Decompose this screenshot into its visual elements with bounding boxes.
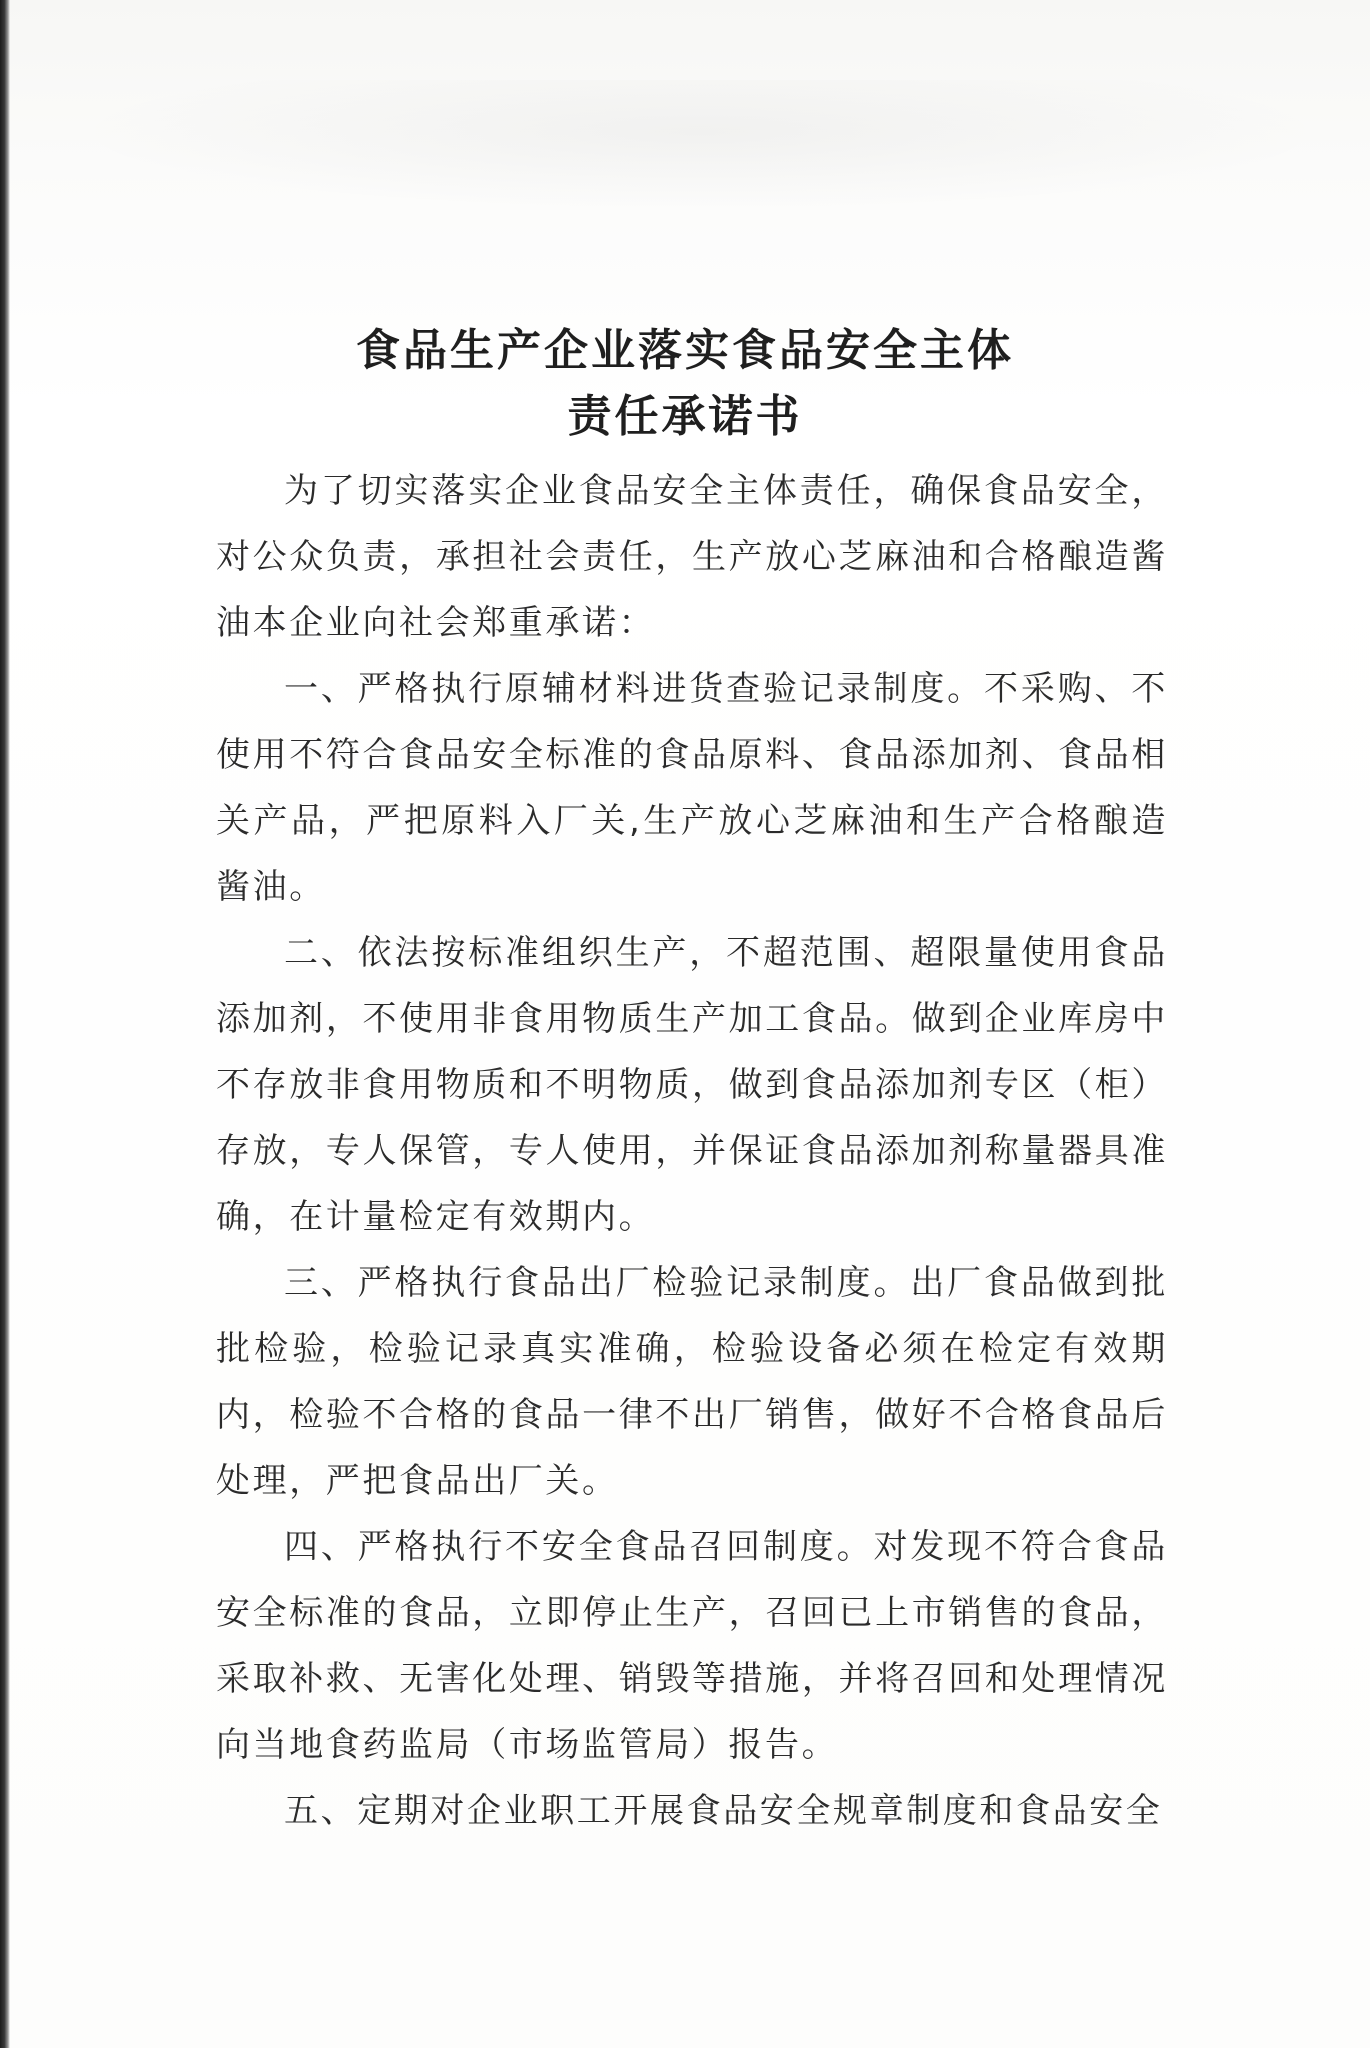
document-title-line2: 责任承诺书 (567, 391, 803, 442)
document-title-line1: 食品生产企业落实食品安全主体 (356, 325, 1014, 376)
bleed-through-area (70, 80, 1330, 210)
paragraph-item-4: 四、严格执行不安全食品召回制度。对发现不符合食品安全标准的食品，立即停止生产，召回已上市销售的食品，采取补救、无害化处理、销毁等措施，并将召回和处理情况向当地食药监局（市场监管局）报告。 (216, 1527, 1168, 1765)
paragraph-item-2: 二、依法按标准组织生产，不超范围、超限量使用食品添加剂，不使用非食用物质生产加工食品。做到企业库房中不存放非食用物质和不明物质，做到食品添加剂专区（柜）存放，专人保管，专人使用，并保证食品添加剂称量器具准确，在计量检定有效期内。 (216, 933, 1168, 1237)
paragraph-item-1: 一、严格执行原辅材料进货查验记录制度。不采购、不使用不符合食品安全标准的食品原料、食品添加剂、食品相关产品，严把原料入厂关,生产放心芝麻油和生产合格酿造酱油。 (216, 669, 1168, 907)
paragraph-item-5: 五、定期对企业职工开展食品安全规章制度和食品安全 (284, 1791, 1163, 1831)
paragraph-intro: 为了切实落实企业食品安全主体责任，确保食品安全，对公众负责，承担社会责任，生产放心芝麻油和合格酿造酱油本企业向社会郑重承诺： (216, 471, 1168, 643)
scan-edge-shadow (0, 0, 10, 2048)
document-body (216, 458, 1168, 1844)
paragraph-item-3: 三、严格执行食品出厂检验记录制度。出厂食品做到批批检验，检验记录真实准确，检验设备必须在检定有效期内，检验不合格的食品一律不出厂销售，做好不合格食品后处理，严把食品出厂关。 (216, 1263, 1168, 1501)
